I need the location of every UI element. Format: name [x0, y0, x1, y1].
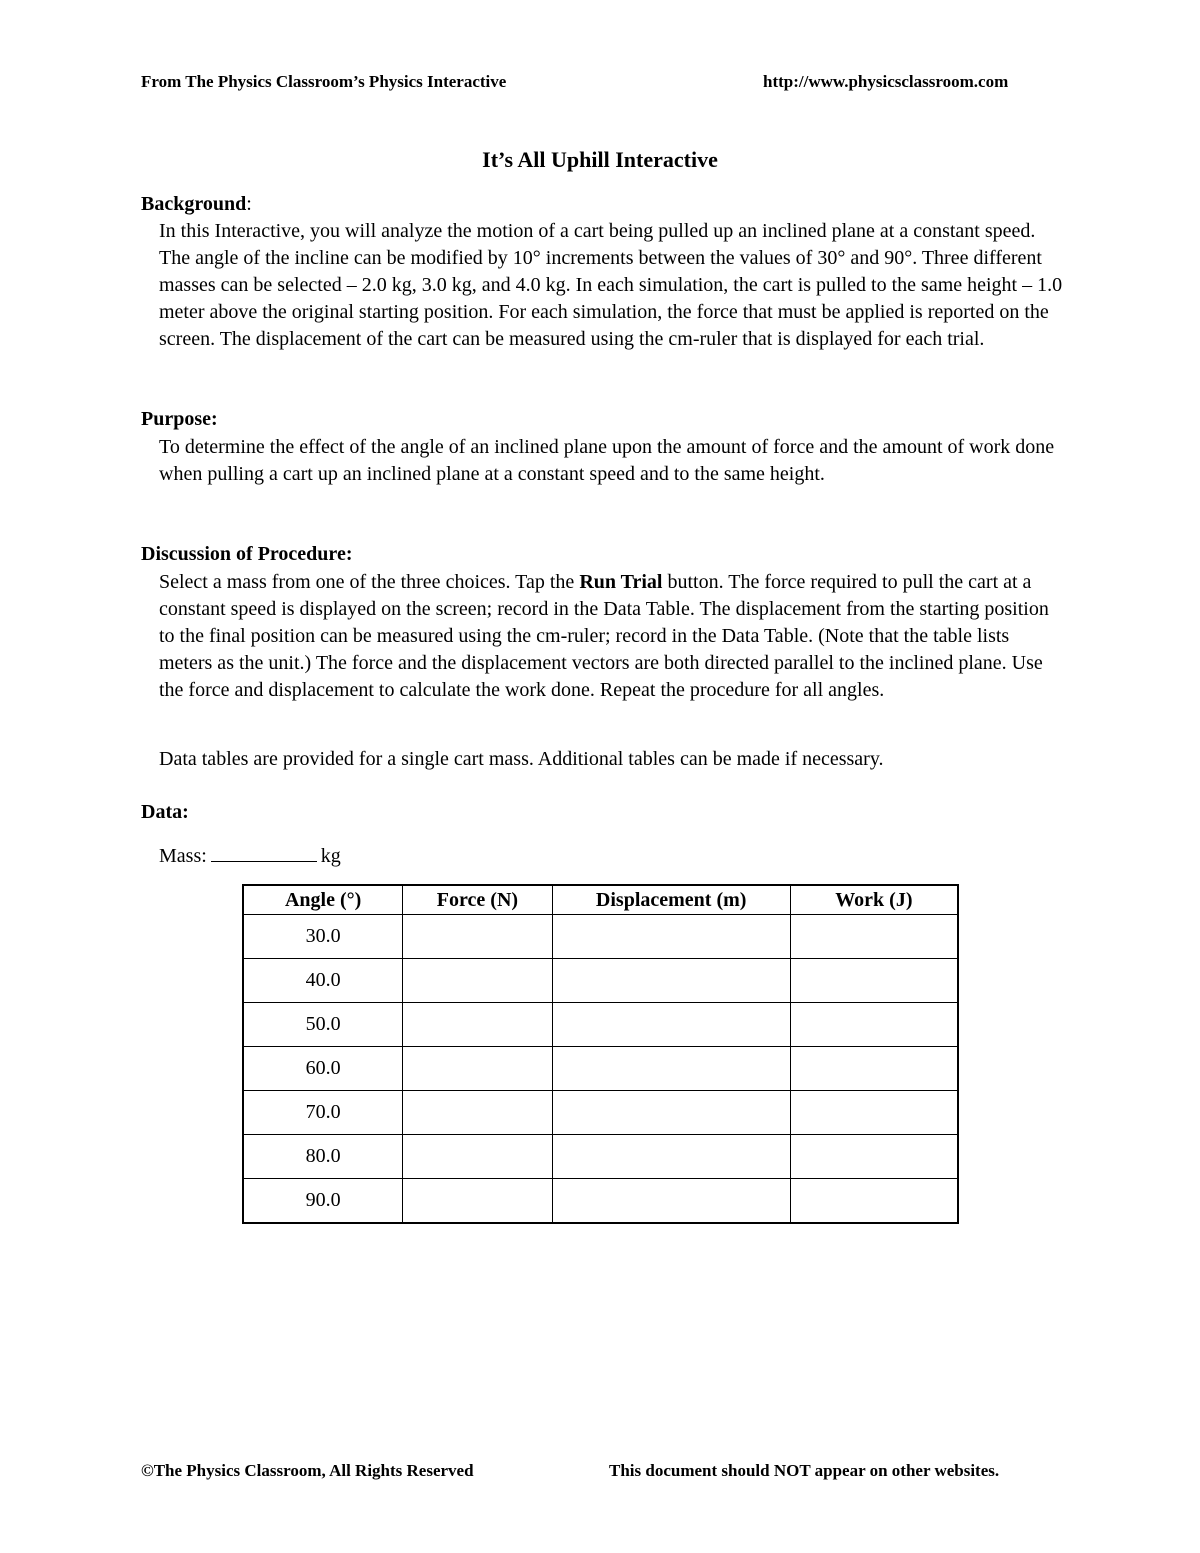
header-url: http://www.physicsclassroom.com	[763, 72, 1009, 91]
mass-unit: kg	[320, 845, 341, 867]
displacement-cell[interactable]	[552, 959, 790, 1003]
background-heading	[141, 193, 252, 216]
force-cell[interactable]	[403, 1003, 552, 1047]
table-row	[243, 1091, 958, 1135]
displacement-cell[interactable]	[552, 1179, 790, 1224]
work-cell[interactable]	[790, 1003, 958, 1047]
force-cell[interactable]	[403, 915, 552, 959]
mass-blank[interactable]	[211, 843, 317, 862]
table-row	[243, 915, 958, 959]
displacement-cell[interactable]	[552, 1091, 790, 1135]
procedure-text-part2: button. The force required to pull the cart at a constant speed is displayed on the screen; record in the Data Table. The displacement from the starting position to the final position can be measured using the cm-ruler; record in the Data Table. (Note that the table lists meters as the unit.) The force and the displacement vectors are both directed parallel to the inclined plane. Use the force and displacement to calculate the work done. Repeat the procedure for all angles.	[159, 571, 1049, 701]
force-cell[interactable]	[403, 1179, 552, 1224]
work-cell[interactable]	[790, 959, 958, 1003]
header-work: Work (J)	[790, 885, 958, 915]
data-heading: Data:	[141, 801, 189, 823]
procedure-text	[159, 569, 1064, 704]
procedure-text-part1: Select a mass from one of the three choices. Tap the	[159, 571, 580, 593]
angle-cell: 30.0	[243, 915, 403, 959]
table-row	[243, 1047, 958, 1091]
force-cell[interactable]	[403, 1047, 552, 1091]
work-cell[interactable]	[790, 1047, 958, 1091]
mass-label: Mass:	[159, 845, 207, 867]
work-cell[interactable]	[790, 1135, 958, 1179]
angle-cell: 40.0	[243, 959, 403, 1003]
force-cell[interactable]	[403, 1091, 552, 1135]
footer-notice: This document should NOT appear on other websites.	[609, 1461, 1000, 1480]
run-trial-label: Run Trial	[579, 571, 663, 593]
mass-field	[159, 843, 341, 868]
purpose-heading: Purpose:	[141, 408, 218, 430]
procedure-note: Data tables are provided for a single cart mass. Additional tables can be made if necessary.	[159, 748, 884, 770]
purpose-text: To determine the effect of the angle of an inclined plane upon the amount of force and the amount of work done when pulling a cart up an inclined plane at a constant speed and to the same height.	[159, 436, 1055, 485]
data-table	[242, 884, 959, 1224]
angle-cell: 90.0	[243, 1179, 403, 1224]
work-cell[interactable]	[790, 1179, 958, 1224]
angle-cell: 60.0	[243, 1047, 403, 1091]
angle-cell: 80.0	[243, 1135, 403, 1179]
header-left: From The Physics Classroom’s Physics Interactive	[141, 72, 507, 91]
work-cell[interactable]	[790, 1091, 958, 1135]
table-header-row	[243, 885, 958, 915]
angle-cell: 70.0	[243, 1091, 403, 1135]
table-row	[243, 1135, 958, 1179]
background-text: In this Interactive, you will analyze the motion of a cart being pulled up an inclined plane at a constant speed. The angle of the incline can be modified by 10° increments between the values of 30° and 90°. Three different masses can be selected – 2.0 kg, 3.0 kg, and 4.0 kg. In each simulation, the cart is pulled to the same height – 1.0 meter above the original starting position. For each simulation, the force that must be applied is reported on the screen. The displacement of the cart can be measured using the cm-ruler that is displayed for each trial.	[159, 220, 1063, 350]
background-heading-label: Background	[141, 193, 247, 215]
force-cell[interactable]	[403, 1135, 552, 1179]
footer-copyright: ©The Physics Classroom, All Rights Reserved	[141, 1461, 474, 1480]
displacement-cell[interactable]	[552, 915, 790, 959]
displacement-cell[interactable]	[552, 1135, 790, 1179]
page-title: It’s All Uphill Interactive	[482, 147, 718, 172]
header-angle: Angle (°)	[243, 885, 403, 915]
background-heading-colon: :	[246, 193, 252, 215]
angle-cell: 50.0	[243, 1003, 403, 1047]
table-row	[243, 959, 958, 1003]
displacement-cell[interactable]	[552, 1047, 790, 1091]
displacement-cell[interactable]	[552, 1003, 790, 1047]
force-cell[interactable]	[403, 959, 552, 1003]
procedure-heading: Discussion of Procedure:	[141, 543, 353, 565]
header-force: Force (N)	[403, 885, 552, 915]
header-displacement: Displacement (m)	[552, 885, 790, 915]
work-cell[interactable]	[790, 915, 958, 959]
table-row	[243, 1179, 958, 1224]
table-row	[243, 1003, 958, 1047]
